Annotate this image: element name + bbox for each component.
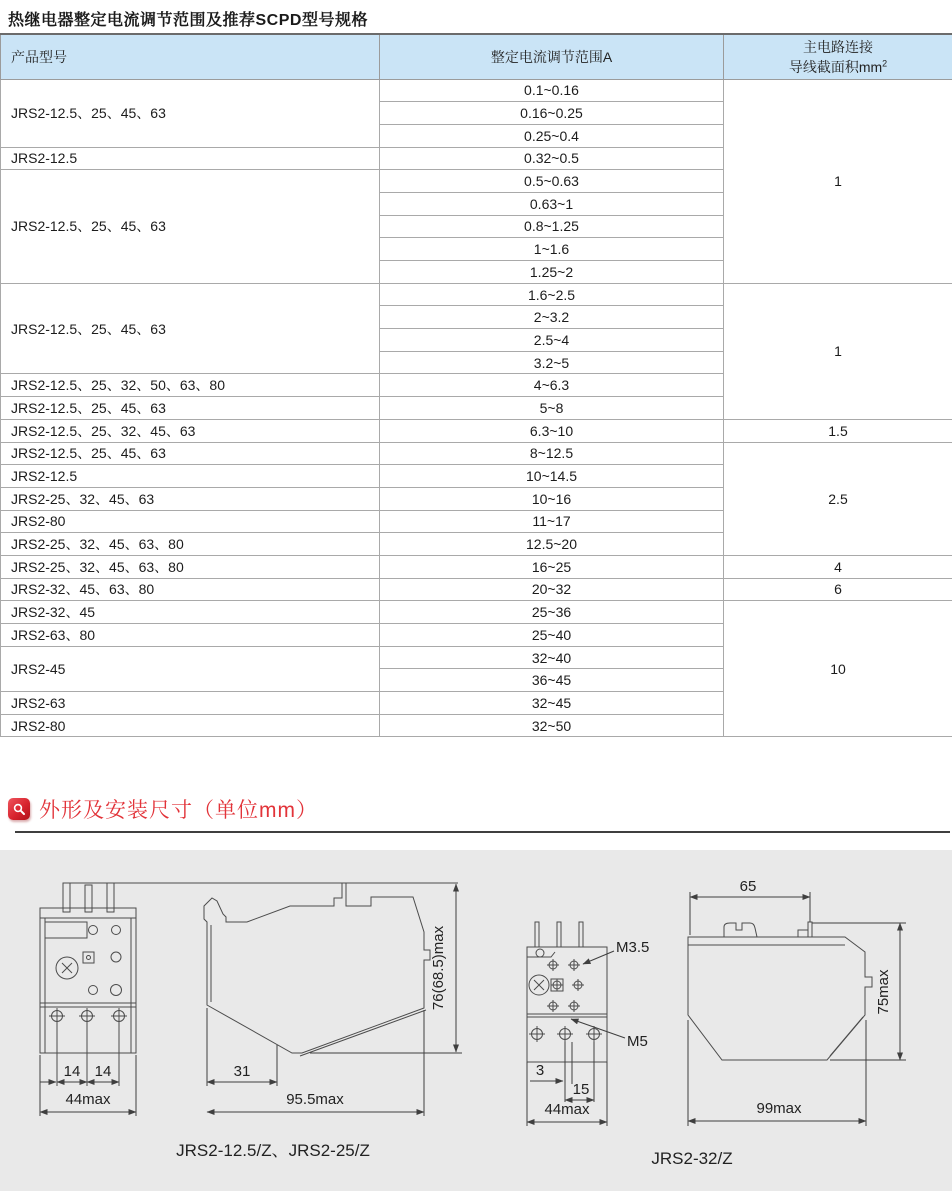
current-range-cell: 0.63~1: [380, 192, 724, 215]
current-range-cell: 1.6~2.5: [380, 283, 724, 306]
spec-table: [0, 33, 952, 737]
header-wire-area: 主电路连接 导线截面积$mm^2$: [724, 34, 952, 79]
section-divider: [15, 831, 950, 833]
product-model-cell: JRS2-63: [1, 692, 380, 715]
product-model-cell: JRS2-63、80: [1, 624, 380, 647]
wire-area-cell: 10: [724, 601, 952, 737]
side-view-jrs2-12-drawing: [204, 883, 462, 1116]
header-product-model: 产品型号: [1, 34, 380, 79]
product-model-cell: JRS2-25、32、45、63、80: [1, 533, 380, 556]
dim-label-right-front-b: 15: [572, 1081, 590, 1098]
current-range-cell: 0.32~0.5: [380, 147, 724, 170]
current-range-cell: 0.25~0.4: [380, 124, 724, 147]
product-model-cell: JRS2-12.5、25、45、63: [1, 283, 380, 374]
wire-area-cell: 6: [724, 578, 952, 601]
dimension-drawings-panel: [0, 850, 952, 1191]
table-row: [1, 442, 952, 465]
current-range-cell: 0.5~0.63: [380, 170, 724, 193]
dim-label-left-front-width: 44max: [65, 1091, 111, 1108]
screw-label-m35: M3.5: [616, 939, 650, 956]
current-range-cell: 25~40: [380, 624, 724, 647]
current-range-cell: 6.3~10: [380, 419, 724, 442]
header-current-range: 整定电流调节范围A: [380, 34, 724, 79]
current-range-cell: 12.5~20: [380, 533, 724, 556]
current-range-cell: 16~25: [380, 555, 724, 578]
current-range-cell: 0.1~0.16: [380, 79, 724, 102]
product-model-cell: JRS2-12.5: [1, 147, 380, 170]
product-model-cell: JRS2-25、32、45、63: [1, 487, 380, 510]
dim-label-right-side-width: 99max: [756, 1100, 802, 1117]
section-heading-label: 外形及安装尺寸（单位mm）: [39, 799, 318, 822]
dim-label-left-front-b: 14: [94, 1063, 112, 1080]
product-model-cell: JRS2-12.5: [1, 465, 380, 488]
wire-area-cell: 1.5: [724, 419, 952, 442]
product-model-cell: JRS2-12.5、25、45、63: [1, 79, 380, 147]
current-range-cell: 3.2~5: [380, 351, 724, 374]
dim-label-left-side-offset: 31: [233, 1063, 251, 1080]
spec-table-header: [1, 34, 952, 79]
dim-label-right-front-width: 44max: [544, 1101, 590, 1118]
wire-area-cell: 1: [724, 283, 952, 419]
current-range-cell: 2.5~4: [380, 329, 724, 352]
dim-label-right-front-a: 3: [535, 1062, 545, 1079]
caption-right-model: JRS2-32/Z: [651, 1149, 733, 1168]
product-model-cell: JRS2-12.5、25、32、45、63: [1, 419, 380, 442]
table-row: [1, 283, 952, 306]
current-range-cell: 0.16~0.25: [380, 102, 724, 125]
current-range-cell: 2~3.2: [380, 306, 724, 329]
table-row: [1, 419, 952, 442]
table-row: [1, 79, 952, 102]
table-row: [1, 555, 952, 578]
side-view-jrs2-32-drawing: [688, 878, 906, 1126]
screw-label-m5: M5: [627, 1033, 648, 1050]
product-model-cell: JRS2-12.5、25、45、63: [1, 397, 380, 420]
current-range-cell: 32~45: [380, 692, 724, 715]
dim-label-left-side-width: 95.5max: [286, 1091, 344, 1108]
product-model-cell: JRS2-12.5、25、45、63: [1, 170, 380, 283]
current-range-cell: 36~45: [380, 669, 724, 692]
section-heading: [8, 794, 318, 824]
current-range-cell: 25~36: [380, 601, 724, 624]
dim-label-left-front-a: 14: [63, 1063, 81, 1080]
product-model-cell: JRS2-12.5、25、32、50、63、80: [1, 374, 380, 397]
current-range-cell: 20~32: [380, 578, 724, 601]
dim-label-right-side-height: 75max: [875, 969, 892, 1015]
product-model-cell: JRS2-25、32、45、63、80: [1, 555, 380, 578]
current-range-cell: 5~8: [380, 397, 724, 420]
magnifier-icon: [8, 798, 30, 820]
current-range-cell: 32~40: [380, 646, 724, 669]
product-model-cell: JRS2-80: [1, 714, 380, 737]
current-range-cell: 1~1.6: [380, 238, 724, 261]
product-model-cell: JRS2-45: [1, 646, 380, 691]
dimension-drawings: [0, 850, 952, 1191]
current-range-cell: 1.25~2: [380, 261, 724, 284]
front-view-jrs2-12-drawing: [40, 883, 458, 1116]
table-row: [1, 578, 952, 601]
wire-area-cell: 1: [724, 79, 952, 283]
dim-label-left-side-height: 76(68.5)max: [430, 925, 447, 1011]
current-range-cell: 0.8~1.25: [380, 215, 724, 238]
spec-table-body: [1, 79, 952, 737]
product-model-cell: JRS2-32、45: [1, 601, 380, 624]
wire-area-cell: 4: [724, 555, 952, 578]
current-range-cell: 10~14.5: [380, 465, 724, 488]
current-range-cell: 4~6.3: [380, 374, 724, 397]
product-model-cell: JRS2-12.5、25、45、63: [1, 442, 380, 465]
page-title: 热继电器整定电流调节范围及推荐SCPD型号规格: [8, 12, 368, 29]
product-model-cell: JRS2-80: [1, 510, 380, 533]
product-model-cell: JRS2-32、45、63、80: [1, 578, 380, 601]
wire-area-cell: 2.5: [724, 442, 952, 555]
caption-left-models: JRS2-12.5/Z、JRS2-25/Z: [176, 1141, 370, 1160]
current-range-cell: 10~16: [380, 487, 724, 510]
table-row: [1, 601, 952, 624]
front-view-jrs2-32-drawing: [527, 922, 649, 1126]
current-range-cell: 32~50: [380, 714, 724, 737]
current-range-cell: 8~12.5: [380, 442, 724, 465]
dim-label-right-side-top: 65: [739, 878, 757, 895]
current-range-cell: 11~17: [380, 510, 724, 533]
